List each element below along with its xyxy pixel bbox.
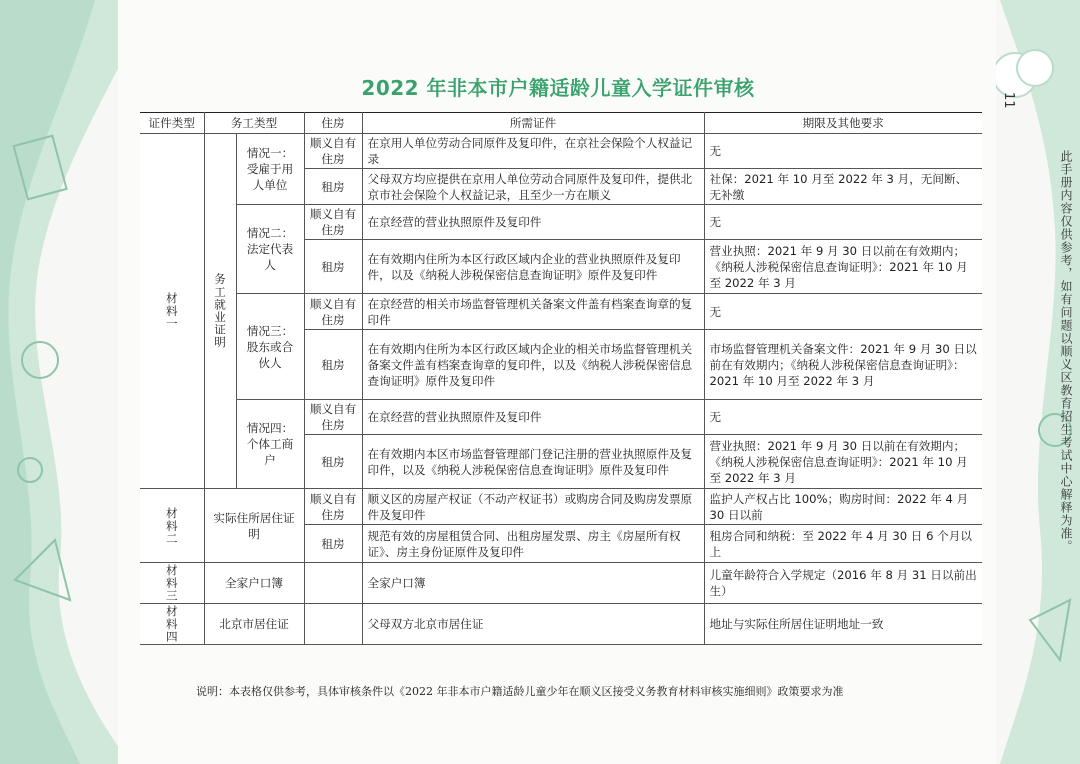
requirements: 无	[704, 134, 982, 169]
required-docs: 全家户口簿	[362, 563, 704, 604]
required-docs: 在京经营的相关市场监督管理机关备案文件盖有档案查询章的复印件	[362, 294, 704, 330]
requirements: 社保：2021 年 10 月至 2022 年 3 月，无间断、无补缴	[704, 169, 982, 205]
table-row	[140, 400, 982, 435]
side-disclaimer: 此手册内容仅供参考，如有问题以顺义区教育招生考试中心解释为准。	[1059, 150, 1073, 553]
required-docs: 父母双方均应提供在京用人单位劳动合同原件及复印件，提供北京市社会保险个人权益记录，且至少一方在顺义	[362, 169, 704, 205]
page-title: 2022 年非本市户籍适龄儿童入学证件审核	[361, 76, 755, 100]
table-header-row	[140, 113, 982, 134]
requirements: 监护人产权占比 100%；购房时间：2022 年 4 月 30 日以前	[704, 489, 982, 525]
housing-rent: 租房	[304, 435, 362, 489]
residence-permit-label: 北京市居住证	[204, 603, 304, 644]
required-docs: 在有效期内住所为本区行政区域内企业的营业执照原件及复印件，以及《纳税人涉税保密信息查询证明》原件及复印件	[362, 240, 704, 294]
case-3: 情况三：股东或合伙人	[236, 294, 304, 400]
housing-own: 顺义自有住房	[304, 134, 362, 169]
material-2: 材料二	[140, 489, 204, 563]
requirements: 营业执照：2021 年 9 月 30 日以前在有效期内；《纳税人涉税保密信息查询证明》：2021 年 10 月至 2022 年 3 月	[704, 240, 982, 294]
housing-rent: 租房	[304, 330, 362, 400]
requirements: 市场监督管理机关备案文件：2021 年 9 月 30 日以前在有效期内；《纳税人涉税保密信息查询证明》：2021 年 10 月至 2022 年 3 月	[704, 330, 982, 400]
required-docs: 在京经营的营业执照原件及复印件	[362, 205, 704, 240]
required-docs: 顺义区的房屋产权证（不动产权证书）或购房合同及购房发票原件及复印件	[362, 489, 704, 525]
header-housing: 住房	[304, 113, 362, 134]
required-docs: 在京用人单位劳动合同原件及复印件，在京社会保险个人权益记录	[362, 134, 704, 169]
housing-rent: 租房	[304, 525, 362, 563]
table-row	[140, 603, 982, 644]
material-4: 材料四	[140, 603, 204, 644]
housing-own: 顺义自有住房	[304, 400, 362, 435]
header-cert-type: 证件类型	[140, 113, 204, 134]
material-3: 材料三	[140, 563, 204, 604]
certificate-table	[140, 112, 982, 645]
case-4: 情况四：个体工商户	[236, 400, 304, 489]
requirements: 无	[704, 294, 982, 330]
table-row	[140, 563, 982, 604]
requirements: 无	[704, 400, 982, 435]
residence-proof-label: 实际住所居住证明	[204, 489, 304, 563]
housing-own: 顺义自有住房	[304, 205, 362, 240]
required-docs: 规范有效的房屋租赁合同、出租房屋发票、房主《房屋所有权证》、房主身份证原件及复印件	[362, 525, 704, 563]
household-register-label: 全家户口簿	[204, 563, 304, 604]
header-required-docs: 所需证件	[362, 113, 704, 134]
requirements: 营业执照：2021 年 9 月 30 日以前在有效期内；《纳税人涉税保密信息查询证明》：2021 年 10 月至 2022 年 3 月	[704, 435, 982, 489]
housing-empty	[304, 563, 362, 604]
requirements: 无	[704, 205, 982, 240]
material-1: 材料一	[140, 134, 204, 489]
housing-own: 顺义自有住房	[304, 489, 362, 525]
case-1: 情况一：受雇于用人单位	[236, 134, 304, 205]
required-docs: 在有效期内住所为本区行政区域内企业的相关市场监督管理机关备案文件盖有档案查询章的复印件，以及《纳税人涉税保密信息查询证明》原件及复印件	[362, 330, 704, 400]
header-work-type: 务工类型	[204, 113, 304, 134]
case-2: 情况二：法定代表人	[236, 205, 304, 294]
housing-rent: 租房	[304, 169, 362, 205]
table-row	[140, 134, 982, 169]
required-docs: 父母双方北京市居住证	[362, 603, 704, 644]
required-docs: 在京经营的营业执照原件及复印件	[362, 400, 704, 435]
housing-own: 顺义自有住房	[304, 294, 362, 330]
requirements: 地址与实际住所居住证明地址一致	[704, 603, 982, 644]
required-docs: 在有效期内本区市场监督管理部门登记注册的营业执照原件及复印件，以及《纳税人涉税保密信息查询证明》原件及复印件	[362, 435, 704, 489]
requirements: 租房合同和纳税：至 2022 年 4 月 30 日 6 个月以上	[704, 525, 982, 563]
footnote: 说明：本表格仅供参考，具体审核条件以《2022 年非本市户籍适龄儿童少年在顺义区接受义务教育材料审核实施细则》政策要求为准	[196, 685, 844, 698]
table-row	[140, 205, 982, 240]
housing-empty	[304, 603, 362, 644]
housing-rent: 租房	[304, 240, 362, 294]
header-requirements: 期限及其他要求	[704, 113, 982, 134]
table-row	[140, 489, 982, 525]
page-number: 11	[1001, 92, 1016, 109]
table-row	[140, 294, 982, 330]
work-proof-label: 务工就业证明	[204, 134, 236, 489]
requirements: 儿童年龄符合入学规定（2016 年 8 月 31 日以前出生）	[704, 563, 982, 604]
